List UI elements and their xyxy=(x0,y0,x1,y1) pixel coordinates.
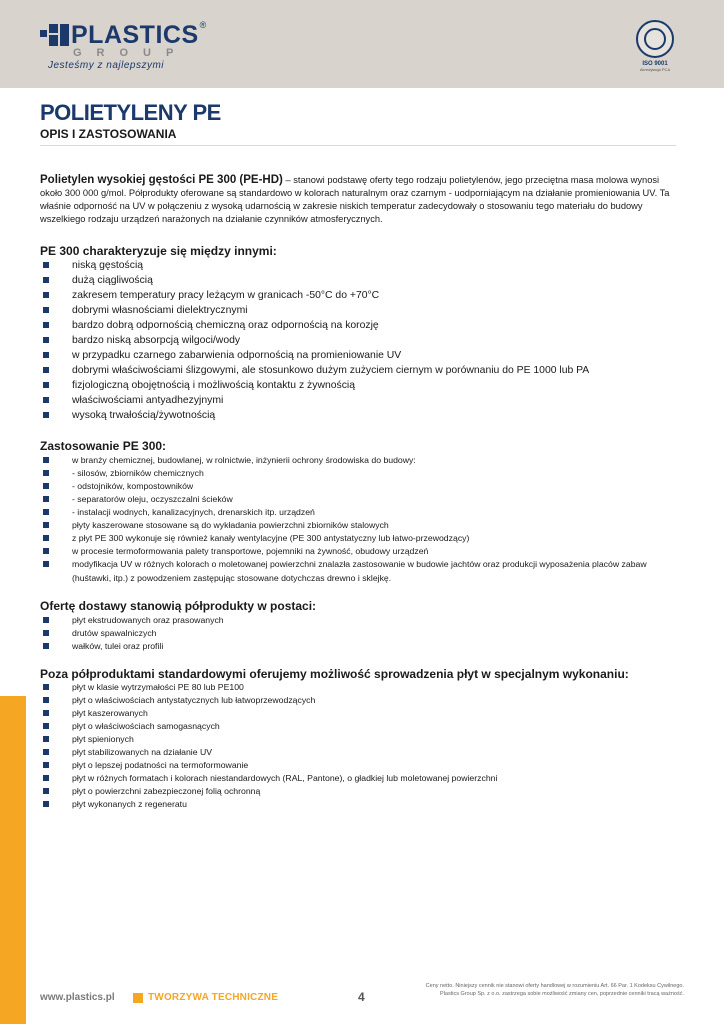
section-heading: Ofertę dostawy stanowią półprodukty w postaci: xyxy=(40,599,317,613)
disclaimer-line: Plastics Group Sp. z o.o. zastrzega sobie możliwość zmiany cen, poprzednie cenniki tracą ważność. xyxy=(440,991,684,997)
list-item: niską gęstością xyxy=(40,258,680,273)
list-item: z płyt PE 300 wykonuje się również kanały wentylacyjne (PE 300 antystatyczny lub łatwo-przewodzący) xyxy=(40,532,680,545)
list-item: dobrymi własnościami dielektrycznymi xyxy=(40,303,680,318)
disclaimer-line: Ceny netto. Niniejszy cennik nie stanowi oferty handlowej w rozumieniu Art. 66 Par. 1 Kodeksu Cywilnego. xyxy=(425,983,684,989)
logo-wordmark: PLASTICS xyxy=(71,21,199,49)
section-applications xyxy=(40,439,680,585)
page-title: POLIETYLENY PE xyxy=(40,100,221,125)
footer-website-link[interactable]: www.plastics.pl xyxy=(40,992,115,1003)
section-heading: Poza półproduktami standardowymi oferujemy możliwość sprowadzenia płyt w specjalnym wykonaniu: xyxy=(40,667,629,681)
section-properties xyxy=(40,244,680,423)
iso-certificate-badge xyxy=(630,20,680,72)
list-item: wałków, tulei oraz profili xyxy=(40,640,680,653)
list-item: modyfikacja UV w różnych kolorach o moletowanej powierzchni znalazła zastosowanie w budowie jachtów oraz produkcji wyposażenia placów zabaw (huśtawki, itp.) z powodzeniem zastępując stosowane dotychczas drewno i sklejkę. xyxy=(40,558,680,585)
list-item: płyt o właściwościach samogasnących xyxy=(40,720,680,733)
applications-list xyxy=(40,454,680,585)
list-item: płyt kaszerowanych xyxy=(40,707,680,720)
list-item: w branży chemicznej, budowlanej, w rolnictwie, inżynierii ochrony środowiska do budowy: xyxy=(40,454,680,467)
list-item: płyt w klasie wytrzymałości PE 80 lub PE100 xyxy=(40,681,680,694)
list-item: drutów spawalniczych xyxy=(40,627,680,640)
iso-label: ISO 9001 xyxy=(642,61,668,67)
footer-category: TWORZYWA TECHNICZNE xyxy=(148,992,279,1003)
list-item: zakresem temperatury pracy leżącym w granicach -50°C do +70°C xyxy=(40,288,680,303)
list-item: dobrymi właściwościami ślizgowymi, ale stosunkowo dużym zużyciem ciernym w porównaniu do PE 1000 lub PA xyxy=(40,363,680,378)
footer-disclaimer xyxy=(384,982,684,998)
page-subtitle: OPIS I ZASTOSOWANIA xyxy=(40,127,676,146)
list-item: dużą ciągliwością xyxy=(40,273,680,288)
list-item: płyt o właściwościach antystatycznych lub łatwoprzewodzących xyxy=(40,694,680,707)
list-item: płyt o powierzchni zabezpieczonej folią ochronną xyxy=(40,785,680,798)
page-number: 4 xyxy=(358,990,365,1004)
list-item: płyt o lepszej podatności na termoformowanie xyxy=(40,759,680,772)
section-heading: Zastosowanie PE 300: xyxy=(40,439,167,453)
supply-forms-list xyxy=(40,614,680,653)
side-accent-bar xyxy=(0,696,26,1024)
list-item: - odstojników, kompostowników xyxy=(40,480,680,493)
list-item: właściwościami antyadhezyjnymi xyxy=(40,393,680,408)
list-item: w przypadku czarnego zabarwienia odpornością na promieniowanie UV xyxy=(40,348,680,363)
section-supply-forms xyxy=(40,599,680,653)
list-item: płyt stabilizowanych na działanie UV xyxy=(40,746,680,759)
list-item: bardzo niską absorpcją wilgoci/wody xyxy=(40,333,680,348)
plastics-group-logo xyxy=(40,20,206,71)
special-sheets-list xyxy=(40,681,680,811)
section-special-sheets xyxy=(40,667,680,811)
list-item: - instalacji wodnych, kanalizacyjnych, drenarskich itp. urządzeń xyxy=(40,506,680,519)
iso-accreditation: Akredytacja PCA xyxy=(639,67,671,72)
properties-list xyxy=(40,258,680,423)
list-item: płyt spienionych xyxy=(40,733,680,746)
list-item: płyty kaszerowane stosowane są do wykładania powierzchni zbiorników stalowych xyxy=(40,519,680,532)
intro-text: – stanowi podstawę oferty tego rodzaju polietylenów, jego przeciętna masa molowa wynosi około 300 000 g/mol. Półprodukty oferowane są standardowo w kolorach naturalnym oraz czarnym - uodporniającym na działanie promieniowania UV. Ta właśnie odporność na UV w połączeniu z wysoką udarnością w zakresie niskich temperatur zadecydowały o stosowaniu tego materiału do budowy wszelkiego rodzaju urządzeń narażonych na działanie czynników atmosferycznych. xyxy=(40,175,670,224)
list-item: - separatorów oleju, oczyszczalni ścieków xyxy=(40,493,680,506)
page-footer xyxy=(40,983,684,1010)
list-item: fizjologiczną obojętnością i możliwością kontaktu z żywnością xyxy=(40,378,680,393)
footer-square-icon xyxy=(133,993,143,1003)
page-header xyxy=(0,0,724,88)
logo-group-text: GROUP xyxy=(73,47,189,59)
list-item: płyt ekstrudowanych oraz prasowanych xyxy=(40,614,680,627)
logo-mark-icon xyxy=(40,24,70,46)
list-item: w procesie termoformowania palety transportowe, pojemniki na żywność, obudowy urządzeń xyxy=(40,545,680,558)
section-heading: PE 300 charakteryzuje się między innymi: xyxy=(40,244,277,258)
logo-tagline: Jesteśmy z najlepszymi xyxy=(48,60,165,71)
certification-seal-icon xyxy=(636,20,674,58)
logo-registered-mark: ® xyxy=(199,20,207,30)
intro-lead: Polietylen wysokiej gęstości PE 300 (PE-HD) xyxy=(40,174,283,186)
list-item: płyt wykonanych z regeneratu xyxy=(40,798,680,811)
list-item: bardzo dobrą odpornością chemiczną oraz odpornością na korozję xyxy=(40,318,680,333)
intro-paragraph xyxy=(40,174,680,226)
main-content xyxy=(40,100,680,811)
list-item: wysoką trwałością/żywotnością xyxy=(40,408,680,423)
list-item: płyt w różnych formatach i kolorach niestandardowych (RAL, Pantone), o gładkiej lub moletowanej powierzchni xyxy=(40,772,680,785)
list-item: - silosów, zbiorników chemicznych xyxy=(40,467,680,480)
